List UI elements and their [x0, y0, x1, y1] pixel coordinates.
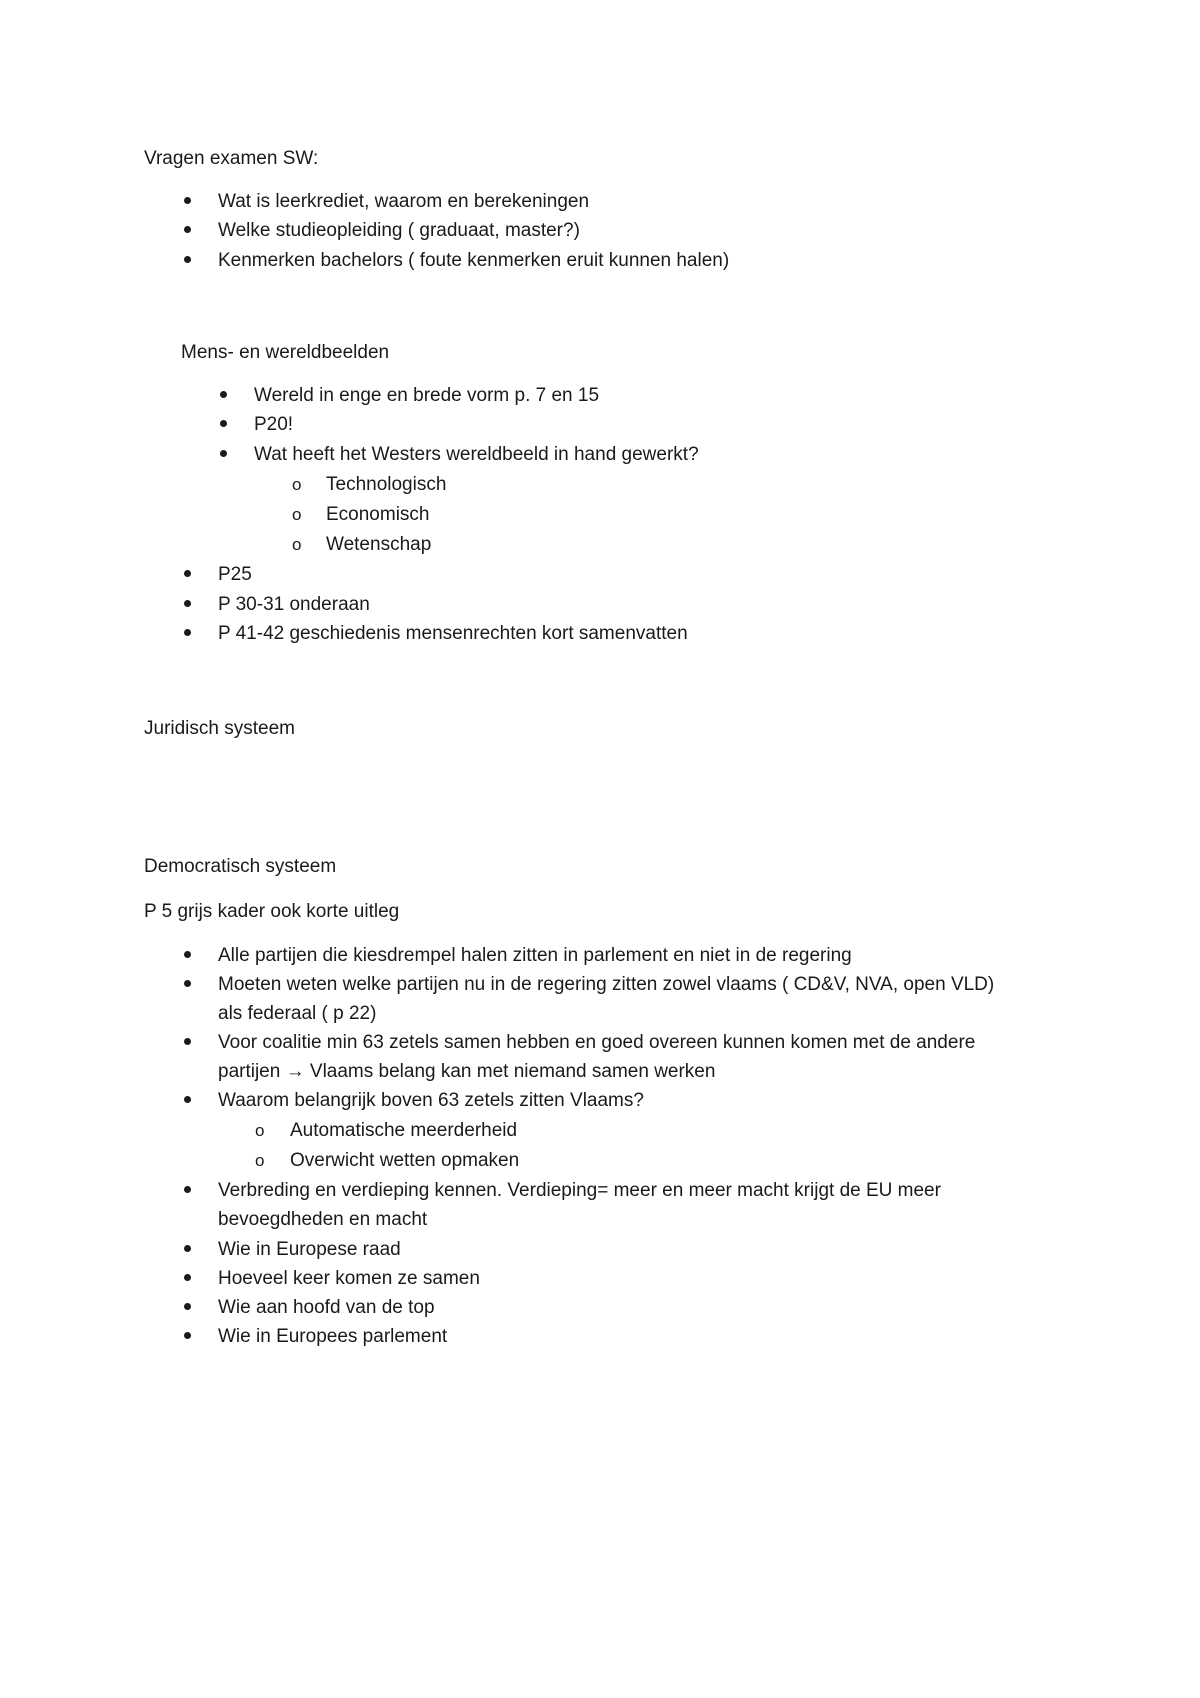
sub-list-item: Technologisch: [326, 474, 447, 495]
bullet-icon: [184, 1186, 191, 1193]
list-item: Moeten weten welke partijen nu in de regering zitten zowel vlaams ( CD&V, NVA, open VLD): [218, 974, 995, 995]
bullet-icon: [184, 600, 191, 607]
bullet-icon: [184, 980, 191, 987]
intro-text: P 5 grijs kader ook korte uitleg: [144, 901, 400, 922]
list-item: Wie aan hoofd van de top: [218, 1297, 435, 1318]
heading-juridisch-systeem: Juridisch systeem: [144, 718, 295, 739]
sub-list-item: Economisch: [326, 504, 430, 525]
list-item: Hoeveel keer komen ze samen: [218, 1268, 480, 1289]
sub-list-item: Automatische meerderheid: [290, 1120, 518, 1141]
sub-bullet-marker: o: [292, 505, 302, 524]
arrow-right-icon: →: [285, 1061, 305, 1082]
bullet-icon: [184, 629, 191, 636]
list-item: Verbreding en verdieping kennen. Verdieping= meer en meer macht krijgt de EU meer: [218, 1180, 941, 1201]
heading-mens-en-wereldbeelden: Mens- en wereldbeelden: [181, 342, 390, 363]
heading-vragen-examen: Vragen examen SW:: [144, 148, 319, 169]
sub-bullet-marker: o: [255, 1121, 265, 1140]
list-item: Waarom belangrijk boven 63 zetels zitten Vlaams?: [218, 1090, 644, 1111]
list-item: Kenmerken bachelors ( foute kenmerken eruit kunnen halen): [218, 250, 730, 271]
list-item: Wat heeft het Westers wereldbeeld in hand gewerkt?: [254, 444, 699, 465]
bullet-icon: [184, 226, 191, 233]
list-item: Wie in Europees parlement: [218, 1326, 448, 1347]
bullet-icon: [184, 570, 191, 577]
list-item: Welke studieopleiding ( graduaat, master?): [218, 220, 580, 241]
list-item-continuation: als federaal ( p 22): [218, 1003, 377, 1024]
sub-list-item: Wetenschap: [326, 534, 432, 555]
list-item: P 30-31 onderaan: [218, 594, 370, 615]
list-item-continuation: [218, 1060, 715, 1084]
list-item: P25: [218, 564, 252, 585]
bullet-icon: [184, 197, 191, 204]
bullet-icon: [220, 391, 227, 398]
bullet-icon: [184, 1274, 191, 1281]
list-item-part: partijen: [218, 1061, 281, 1082]
list-item: P 41-42 geschiedenis mensenrechten kort samenvatten: [218, 623, 688, 644]
bullet-icon: [184, 951, 191, 958]
list-item: Wereld in enge en brede vorm p. 7 en 15: [254, 385, 600, 406]
list-item-continuation: bevoegdheden en macht: [218, 1209, 428, 1230]
list-item: Wat is leerkrediet, waarom en berekeningen: [218, 191, 590, 212]
bullet-icon: [184, 256, 191, 263]
list-item: Alle partijen die kiesdrempel halen zitten in parlement en niet in de regering: [218, 945, 852, 966]
bullet-icon: [184, 1245, 191, 1252]
list-item: P20!: [254, 414, 294, 435]
sub-bullet-marker: o: [255, 1151, 265, 1170]
list-item: Voor coalitie min 63 zetels samen hebben en goed overeen kunnen komen met de andere: [218, 1032, 976, 1053]
list-item: Wie in Europese raad: [218, 1239, 401, 1260]
bullet-icon: [184, 1332, 191, 1339]
bullet-icon: [184, 1038, 191, 1045]
bullet-icon: [220, 450, 227, 457]
sub-list-item: Overwicht wetten opmaken: [290, 1150, 520, 1171]
bullet-icon: [184, 1096, 191, 1103]
heading-democratisch-systeem: Democratisch systeem: [144, 856, 337, 877]
bullet-icon: [184, 1303, 191, 1310]
bullet-icon: [220, 420, 227, 427]
sub-bullet-marker: o: [292, 535, 302, 554]
sub-bullet-marker: o: [292, 475, 302, 494]
list-item-part: Vlaams belang kan met niemand samen werken: [309, 1061, 716, 1082]
